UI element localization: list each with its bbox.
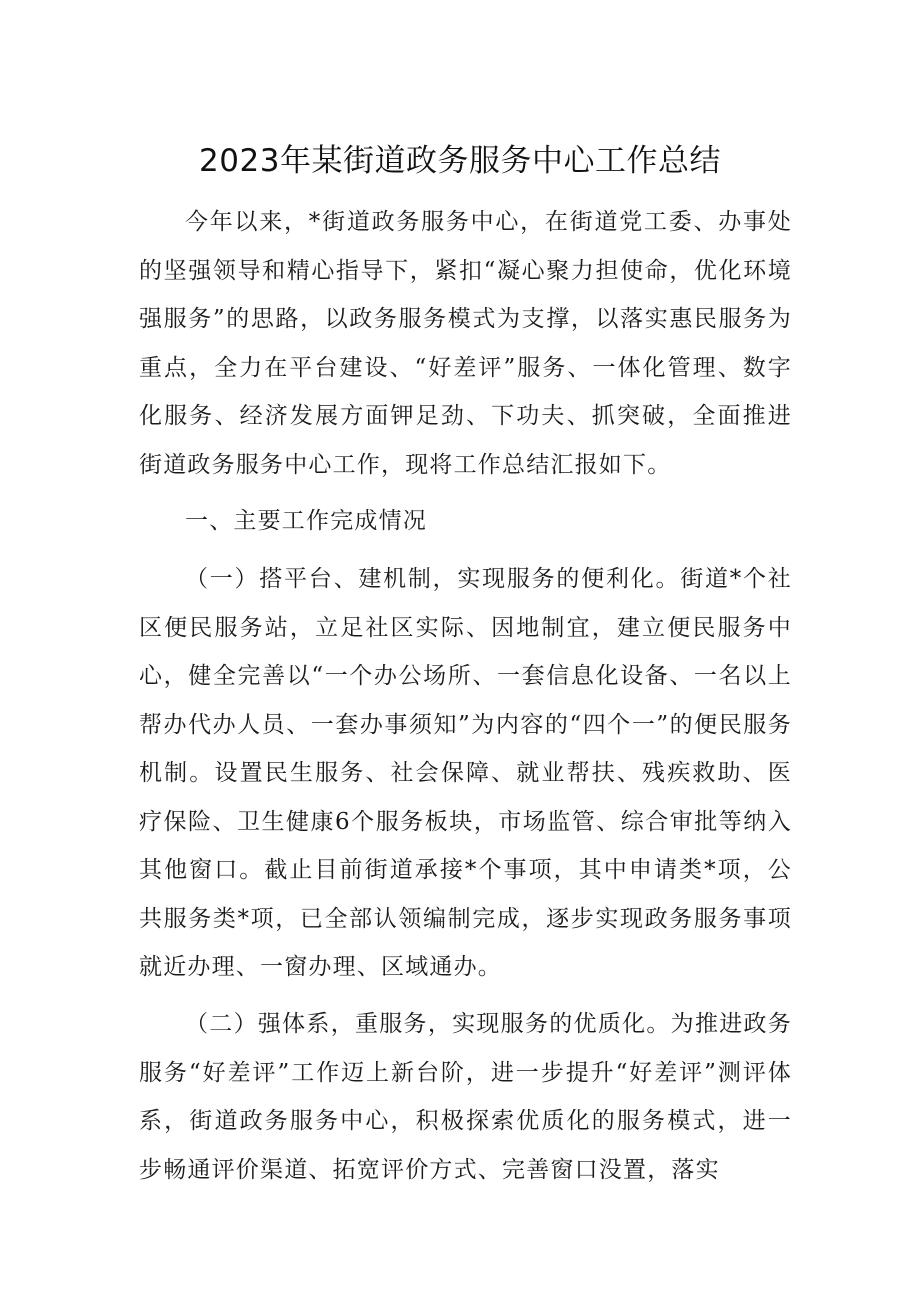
subsection-paragraph-2: （二）强体系，重服务，实现服务的优质化。为推进政务服务“好差评”工作迈上新台阶，进一步提升“好差评”测评体系，街道政务服务中心，积极探索优质化的服务模式，进一步畅通评价渠道、拓宽评价方式、完善窗口没置，落实 xyxy=(139,1011,792,1183)
section-heading: 一、主要工作完成情况 xyxy=(185,508,427,534)
intro-paragraph: 今年以来，*街道政务服务中心，在街道党工委、办事处的坚强领导和精心指导下，紧扣“凝心聚力担使命，优化环境强服务”的思路，以政务服务模式为支撑，以落实惠民服务为重点，全力在平台建设、“好差评”服务、一体化管理、数字化服务、经济发展方面钾足劲、下功夫、抓突破，全面推进街道政务服务中心工作，现将工作总结汇报如下。 xyxy=(139,209,792,478)
subsection-paragraph-1: （一）搭平台、建机制，实现服务的便利化。街道*个社区便民服务站，立足社区实际、因地制宜，建立便民服务中心，健全完善以“一个办公场所、一套信息化设备、一名以上帮办代办人员、一套办事须知”为内容的“四个一”的便民服务机制。设置民生服务、社会保障、就业帮扶、残疾救助、医疗保险、卫生健康6个服务板块，市场监管、综合审批等纳入其他窗口。截止目前街道承接*个事项，其中申请类*项，公共服务类*项，已全部认领编制完成，逐步实现政务服务事项就近办理、一窗办理、区域通办。 xyxy=(139,566,792,980)
document-title: 2023年某街道政务服务中心工作总结 xyxy=(199,143,721,179)
